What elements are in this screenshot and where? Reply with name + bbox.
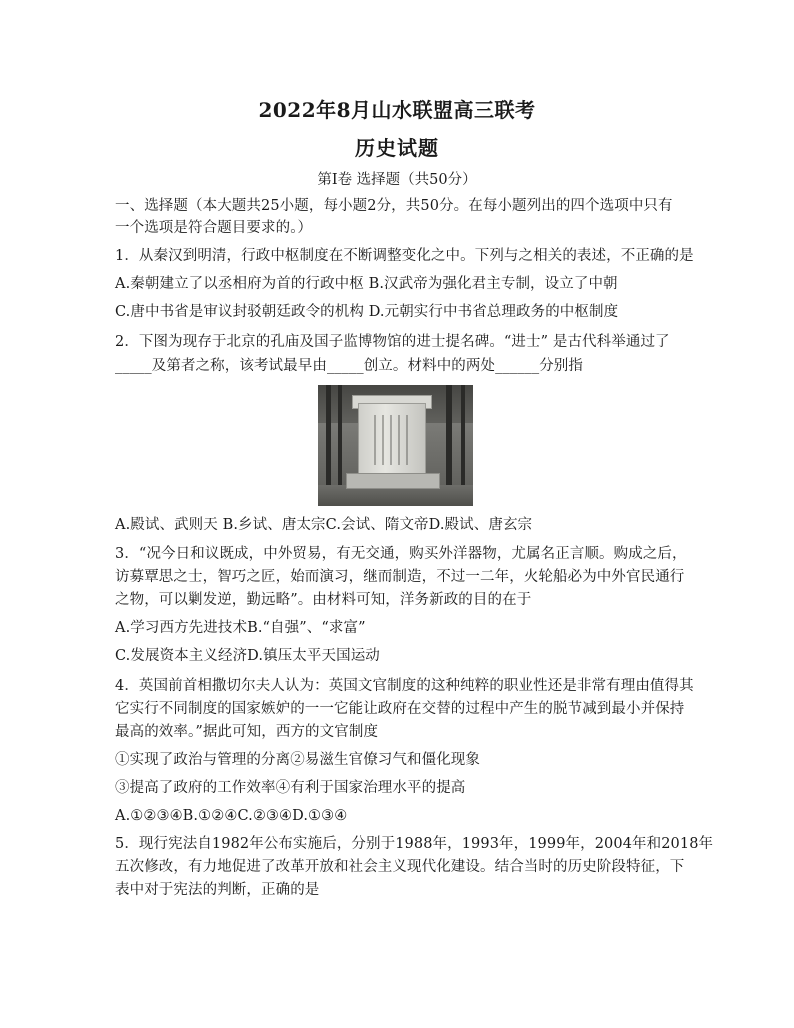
question-2-stem-line-2: _____及第者之称，该考试最早由_____创立。材料中的两处______分别指 [115,358,583,374]
question-2-options: A.殿试、武则天 B.乡试、唐太宗C.会试、隋文帝D.殿试、唐玄宗 [115,517,533,533]
question-3-stem-line-3: 之物，可以剿发逆，勤远略”。由材料可知，洋务新政的目的在于 [115,592,532,608]
instruction-line-1: 一、选择题（本大题共25小题，每小题2分，共50分。在每小题列出的四个选项中只有 [115,198,673,214]
question-5-stem-line-3: 表中对于宪法的判断，正确的是 [115,882,320,898]
question-5-stem-line-1: 5．现行宪法自1982年公布实施后，分别于1988年，1993年，1999年，2004年和2018年 [115,836,714,852]
instruction-line-2: 一个选项是符合题目要求的。） [115,220,313,236]
subject-title: 历史试题 [355,136,439,160]
question-4-stem-line-3: 最高的效率。”据此可知，西方的文官制度 [115,724,379,740]
question-3-options-cd: C.发展资本主义经济D.镇压太平天国运动 [115,648,380,664]
question-4-options: A.①②③④B.①②④C.②③④D.①③④ [115,808,348,824]
question-4-statements-34: ③提高了政府的工作效率④有利于国家治理水平的提高 [115,780,466,796]
question-5-stem-line-2: 五次修改，有力地促进了改革开放和社会主义现代化建设。结合当时的历史阶段特征，下 [115,859,685,875]
section-heading: 第Ⅰ卷 选择题（共50分） [317,172,477,188]
question-3-stem-line-2: 访募覃思之士，智巧之匠，始而演习，继而制造，不过一二年，火轮船必为中外官民通行 [115,569,685,585]
question-1-options-ab: A.秦朝建立了以丞相府为首的行政中枢 B.汉武帝为强化君主专制，设立了中朝 [115,276,618,292]
question-2-stem-line-1: 2．下图为现存于北京的孔庙及国子监博物馆的进士提名碑。“进士” 是古代科举通过了 [115,334,670,350]
question-4-statements-12: ①实现了政治与管理的分离②易滋生官僚习气和僵化现象 [115,752,480,768]
question-4-stem-line-1: 4．英国前首相撒切尔夫人认为：英国文官制度的这种纯粹的职业性还是非常有理由值得其 [115,678,694,694]
question-1-options-cd: C.唐中书省是审议封驳朝廷政令的机构 D.元朝实行中书省总理政务的中枢制度 [115,304,619,320]
question-3-stem-line-1: 3．“况今日和议既成，中外贸易，有无交通，购买外洋器物，尤属名正言顺。购成之后， [115,546,687,562]
stele-photo [318,385,473,506]
exam-title: 2022年8月山水联盟高三联考 [258,98,536,122]
question-1-stem: 1．从秦汉到明清，行政中枢制度在不断调整变化之中。下列与之相关的表述，不正确的是 [115,248,694,264]
question-4-stem-line-2: 它实行不同制度的国家嫉妒的一一它能让政府在交替的过程中产生的脱节减到最小并保持 [115,701,685,717]
question-3-options-ab: A.学习西方先进技术B.“自强”、“求富” [115,620,366,636]
